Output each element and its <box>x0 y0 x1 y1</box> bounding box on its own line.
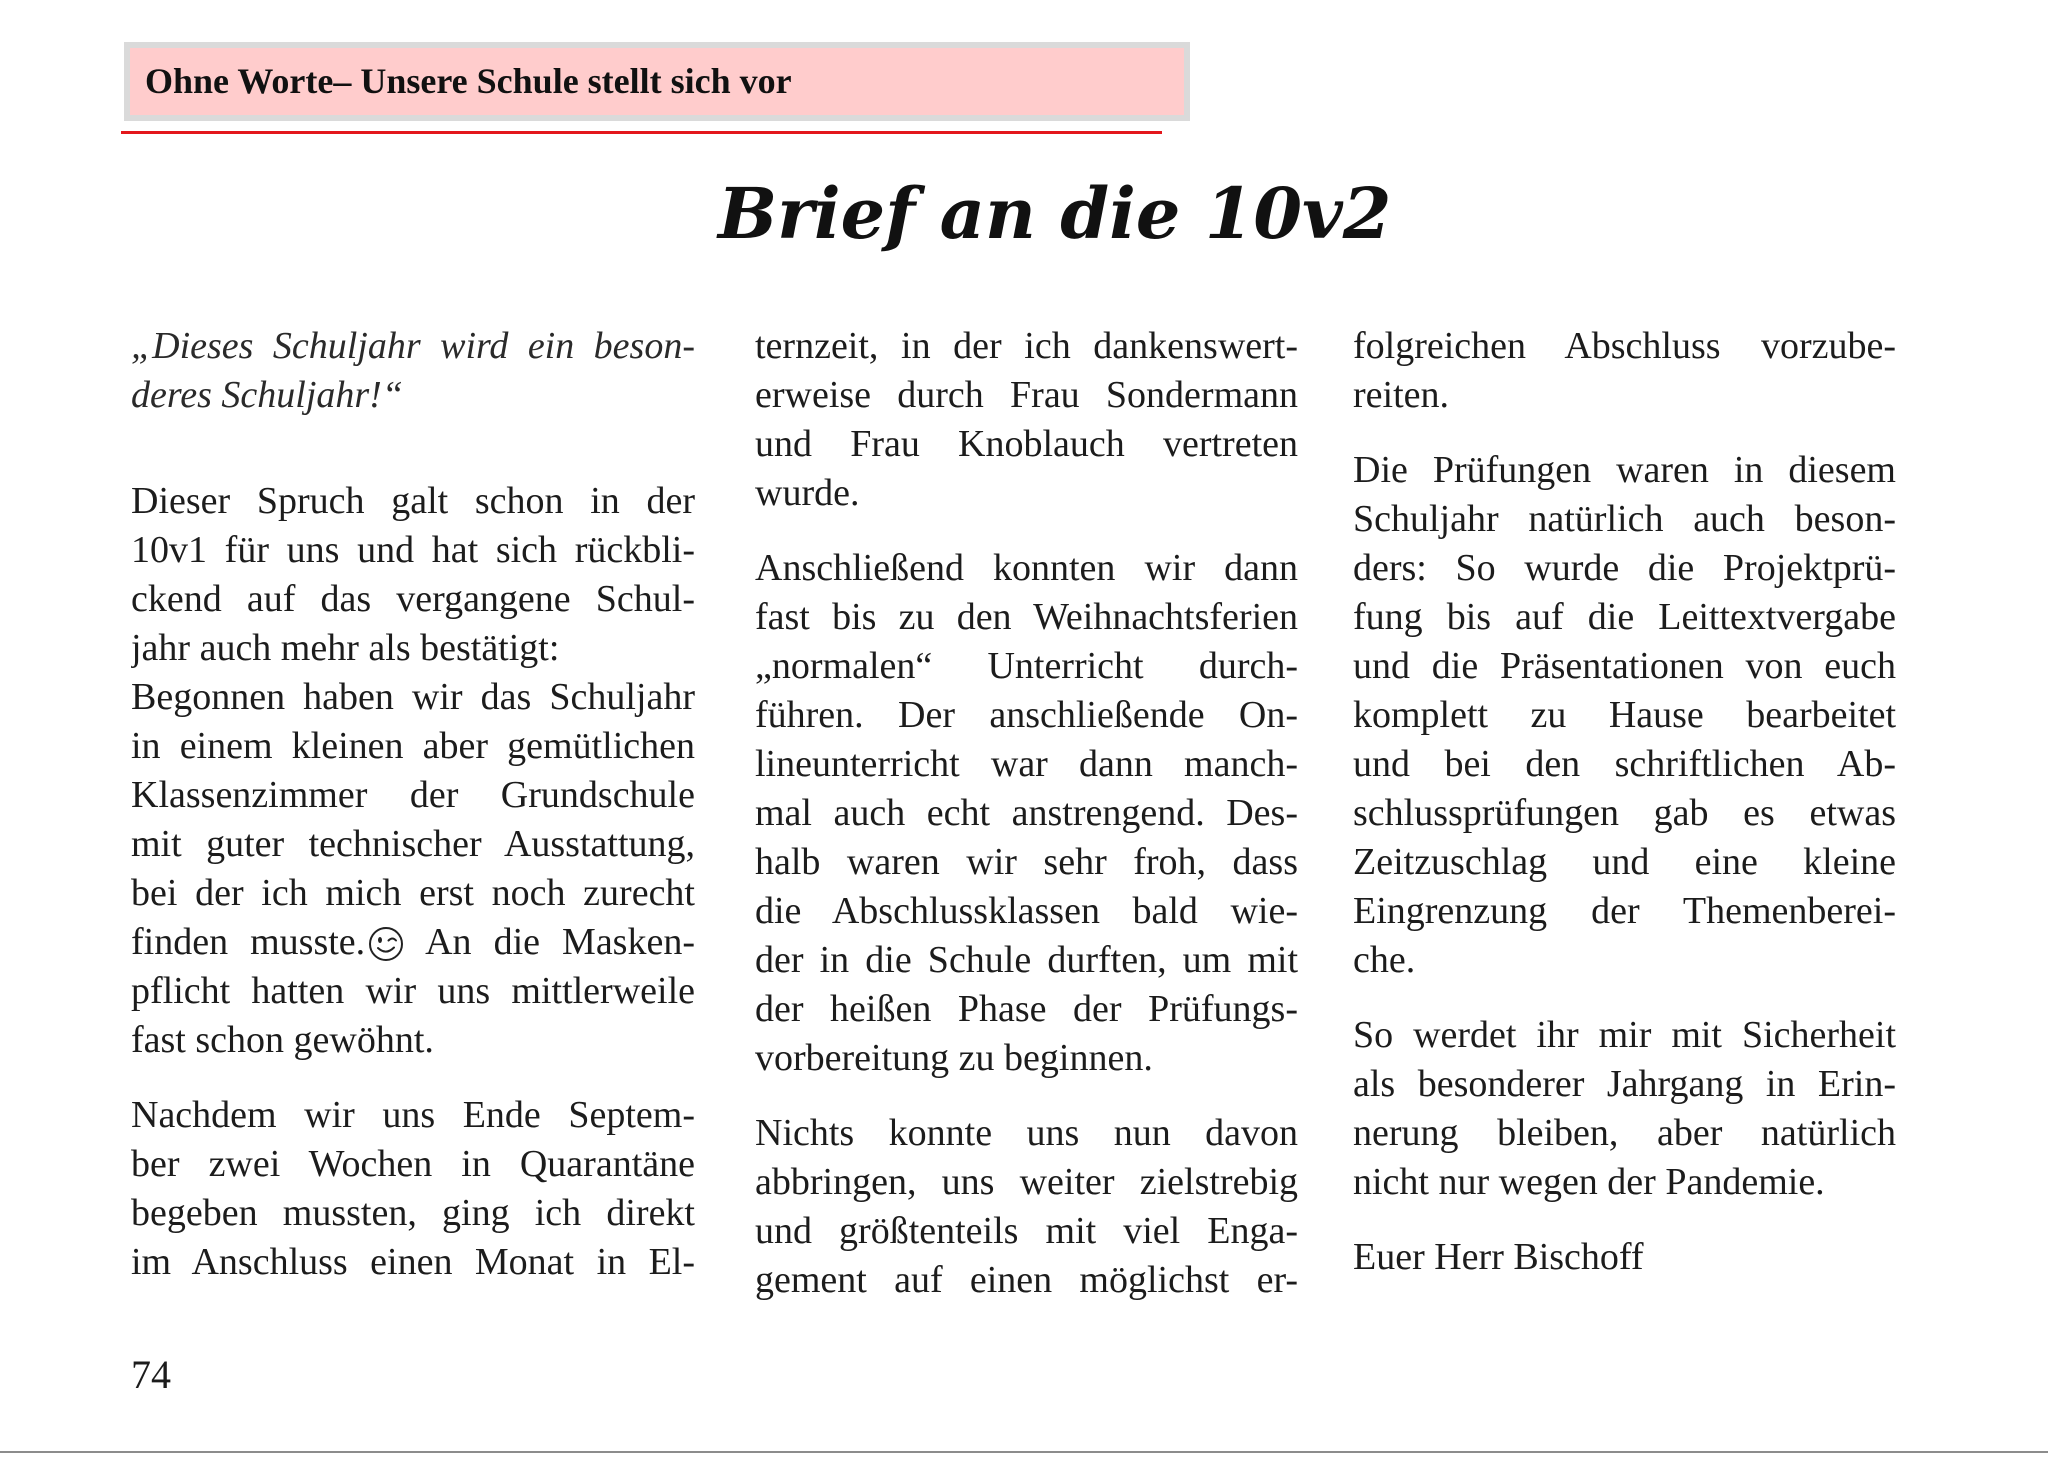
text-line: So werdet ihr mir mit Sicherheit <box>1353 1014 1896 1056</box>
text-line: nerung bleiben, aber natürlich <box>1353 1112 1896 1154</box>
quote-line: deres Schuljahr!“ <box>131 374 403 416</box>
text-line: im Anschluss einen Monat in El- <box>131 1241 695 1283</box>
text-line: mit guter technischer Ausstattung, <box>131 823 695 865</box>
text-line: ckend auf das vergangene Schul- <box>131 578 695 620</box>
text-segment: An die Masken- <box>425 921 695 963</box>
text-line: fast schon gewöhnt. <box>131 1019 434 1061</box>
text-line: nicht nur wegen der Pandemie. <box>1353 1161 1825 1203</box>
page-bottom-rule <box>0 1451 2048 1453</box>
paragraph <box>1353 1011 1896 1207</box>
text-line: die Abschlussklassen bald wie- <box>755 890 1298 932</box>
paragraph <box>755 1109 1298 1305</box>
signature-line: Euer Herr Bischoff <box>1353 1236 1644 1278</box>
text-line: und größtenteils mit viel Enga- <box>755 1210 1298 1252</box>
text-line: Nichts konnte uns nun davon <box>755 1112 1298 1154</box>
text-line: reiten. <box>1353 374 1450 416</box>
text-line: in einem kleinen aber gemütlichen <box>131 725 695 767</box>
text-line: fast bis zu den Weihnachtsferien <box>755 596 1298 638</box>
text-segment: finden musste. <box>131 921 366 963</box>
text-line: komplett zu Hause bearbeitet <box>1353 694 1896 736</box>
text-column-3 <box>1353 322 1896 1282</box>
text-line: Eingrenzung der Themenberei- <box>1353 890 1896 932</box>
text-line: ders: So wurde die Projektprü- <box>1353 547 1896 589</box>
paragraph <box>755 544 1298 1083</box>
header-divider <box>121 131 1162 134</box>
paragraph <box>1353 322 1896 420</box>
text-line: che. <box>1353 939 1416 981</box>
text-line: Begonnen haben wir das Schuljahr <box>131 676 695 718</box>
text-line: Klassenzimmer der Grundschule <box>131 774 695 816</box>
text-line: schlussprüfungen gab es etwas <box>1353 792 1896 834</box>
text-line: 10v1 für uns und hat sich rückbli- <box>131 529 695 571</box>
text-line: der heißen Phase der Prüfungs- <box>755 988 1298 1030</box>
paragraph <box>131 1091 695 1287</box>
text-line: Zeitzuschlag und eine kleine <box>1353 841 1896 883</box>
page-number: 74 <box>131 1352 171 1397</box>
opening-quote <box>131 322 695 420</box>
paragraph <box>755 322 1298 518</box>
text-line: der in die Schule durften, um mit <box>755 939 1298 981</box>
text-line: abbringen, uns weiter zielstrebig <box>755 1161 1298 1203</box>
signature-paragraph <box>1353 1233 1896 1282</box>
text-line: jahr auch mehr als bestätigt: <box>131 627 560 669</box>
text-line: Dieser Spruch galt schon in der <box>131 480 695 522</box>
text-line: als besonderer Jahrgang in Erin- <box>1353 1063 1896 1105</box>
text-line: „normalen“ Unterricht durch- <box>755 645 1298 687</box>
winking-face-icon <box>367 925 405 963</box>
text-line: ternzeit, in der ich dankenswert- <box>755 325 1298 367</box>
text-line: gement auf einen möglichst er- <box>755 1259 1298 1301</box>
text-line: wurde. <box>755 472 860 514</box>
section-header-box <box>124 42 1190 121</box>
section-title: Ohne Worte– Unsere Schule stellt sich vor <box>145 61 792 101</box>
text-line-with-emoji <box>131 918 695 967</box>
text-line: führen. Der anschließende On- <box>755 694 1298 736</box>
text-column-1 <box>131 322 695 1287</box>
quote-line: „Dieses Schuljahr wird ein beson- <box>131 325 695 367</box>
text-line: Anschließend konnten wir dann <box>755 547 1298 589</box>
text-line: begeben mussten, ging ich direkt <box>131 1192 695 1234</box>
article-title: Brief an die 10v2 <box>718 172 1392 255</box>
text-line: halb waren wir sehr froh, dass <box>755 841 1298 883</box>
text-line: pflicht hatten wir uns mittlerweile <box>131 970 695 1012</box>
text-line: bei der ich mich erst noch zurecht <box>131 872 695 914</box>
text-column-2 <box>755 322 1298 1305</box>
text-line: Nachdem wir uns Ende Septem- <box>131 1094 695 1136</box>
text-line: mal auch echt anstrengend. Des- <box>755 792 1298 834</box>
text-line: erweise durch Frau Sondermann <box>755 374 1298 416</box>
text-line: lineunterricht war dann manch- <box>755 743 1298 785</box>
text-line: folgreichen Abschluss vorzube- <box>1353 325 1896 367</box>
paragraph <box>131 477 695 1065</box>
text-line: und Frau Knoblauch vertreten <box>755 423 1298 465</box>
text-line: ber zwei Wochen in Quarantäne <box>131 1143 695 1185</box>
text-line: und bei den schriftlichen Ab- <box>1353 743 1896 785</box>
text-line: und die Präsentationen von euch <box>1353 645 1896 687</box>
text-line: fung bis auf die Leittextvergabe <box>1353 596 1896 638</box>
text-line: vorbereitung zu beginnen. <box>755 1037 1153 1079</box>
text-line: Schuljahr natürlich auch beson- <box>1353 498 1896 540</box>
text-line: Die Prüfungen waren in diesem <box>1353 449 1896 491</box>
paragraph <box>1353 446 1896 985</box>
